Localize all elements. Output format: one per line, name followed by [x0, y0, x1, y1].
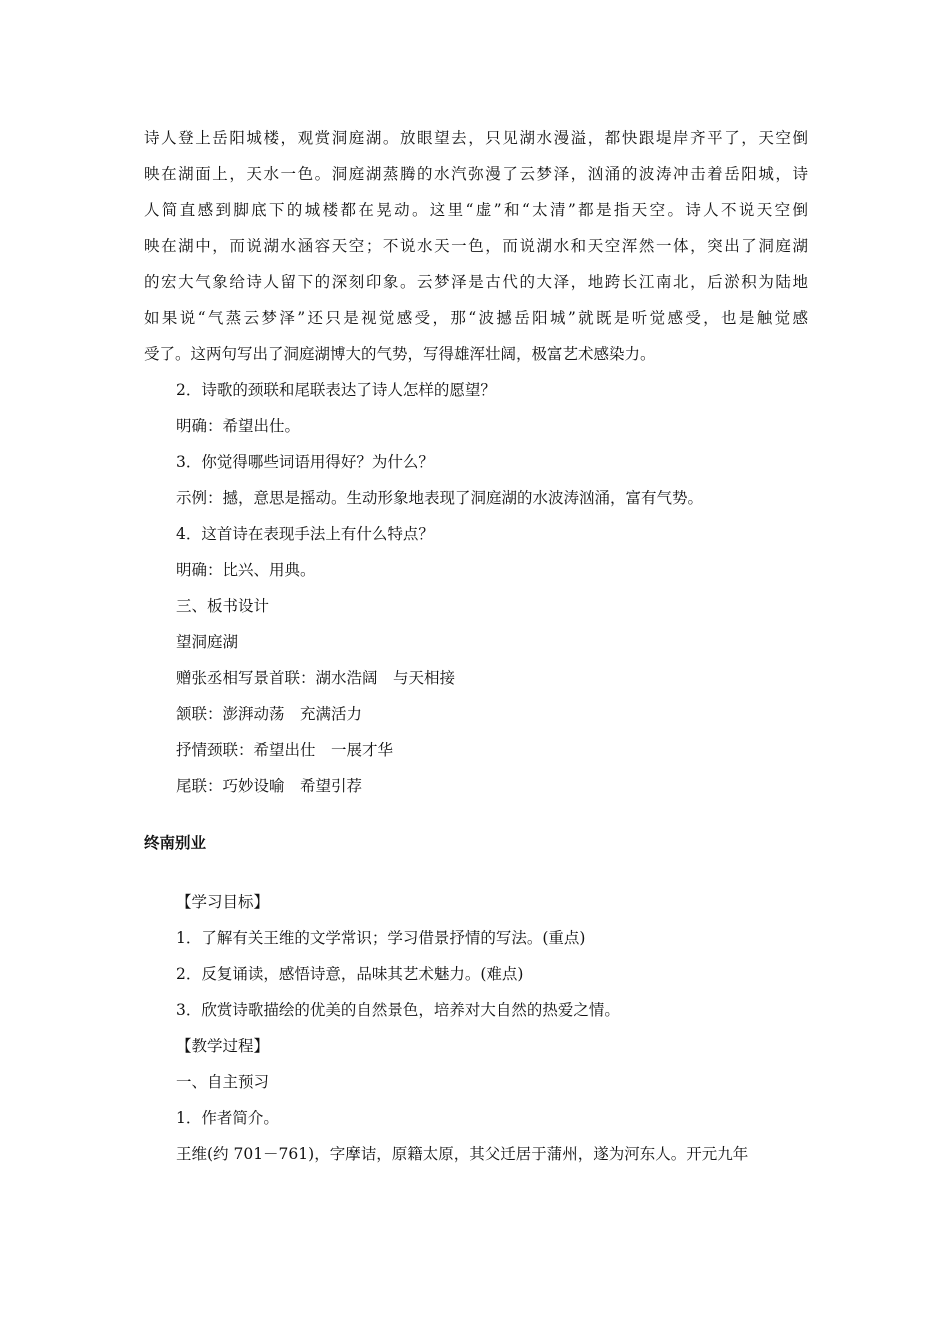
author-title: 1．作者简介。 [176, 1109, 279, 1127]
answer-4: 明确：比兴、用典。 [176, 561, 316, 579]
paragraph-line: 受了。这两句写出了洞庭湖博大的气势，写得雄浑壮阔，极富艺术感染力。 [144, 345, 656, 363]
answer-3: 示例：撼，意思是摇动。生动形象地表现了洞庭湖的水波涛汹涌，富有气势。 [176, 489, 704, 507]
paragraph-line: 的宏大气象给诗人留下的深刻印象。云梦泽是古代的大泽，地跨长江南北，后淤积为陆地 [144, 273, 808, 291]
goal-item: 2．反复诵读，感悟诗意，品味其艺术魅力。(难点) [176, 965, 524, 983]
paragraph-line: 映在湖面上，天水一色。洞庭湖蒸腾的水汽弥漫了云梦泽，汹涌的波涛冲击着岳阳城，诗 [144, 165, 808, 183]
section-title: 终南别业 [144, 834, 207, 852]
answer-2: 明确：希望出仕。 [176, 417, 301, 435]
process-header: 【教学过程】 [176, 1037, 270, 1055]
author-text: 王维(约 701－761)，字摩诘，原籍太原，其父迁居于蒲州，遂为河东人。开元九年 [176, 1145, 749, 1163]
board-line: 抒情颈联：希望出仕 一展才华 [176, 741, 394, 759]
question-4: 4．这首诗在表现手法上有什么特点？ [176, 525, 434, 543]
goal-item: 1．了解有关王维的文学常识；学习借景抒情的写法。(重点) [176, 929, 586, 947]
preview-title: 一、自主预习 [176, 1073, 270, 1091]
board-line: 望洞庭湖 [176, 633, 239, 651]
goals-header: 【学习目标】 [176, 893, 270, 911]
goal-item: 3．欣赏诗歌描绘的优美的自然景色，培养对大自然的热爱之情。 [176, 1001, 620, 1019]
board-line: 颔联：澎湃动荡 充满活力 [176, 705, 363, 723]
paragraph-line: 诗人登上岳阳城楼，观赏洞庭湖。放眼望去，只见湖水漫溢，都快跟堤岸齐平了，天空倒 [144, 129, 808, 147]
paragraph-line: 映在湖中，而说湖水涵容天空；不说水天一色，而说湖水和天空浑然一体，突出了洞庭湖 [144, 237, 808, 255]
board-line: 尾联：巧妙设喻 希望引荐 [176, 777, 363, 795]
question-2: 2．诗歌的颈联和尾联表达了诗人怎样的愿望？ [176, 381, 496, 399]
paragraph-line: 如果说“气蒸云梦泽”还只是视觉感受，那“波撼岳阳城”就既是听觉感受，也是触觉感 [144, 309, 808, 327]
paragraph-line: 人简直感到脚底下的城楼都在晃动。这里“虚”和“太清”都是指天空。诗人不说天空倒 [144, 201, 808, 219]
board-design-title: 三、板书设计 [176, 597, 270, 615]
question-3: 3．你觉得哪些词语用得好？为什么？ [176, 453, 434, 471]
board-line: 赠张丞相写景首联：湖水浩阔 与天相接 [176, 669, 456, 687]
